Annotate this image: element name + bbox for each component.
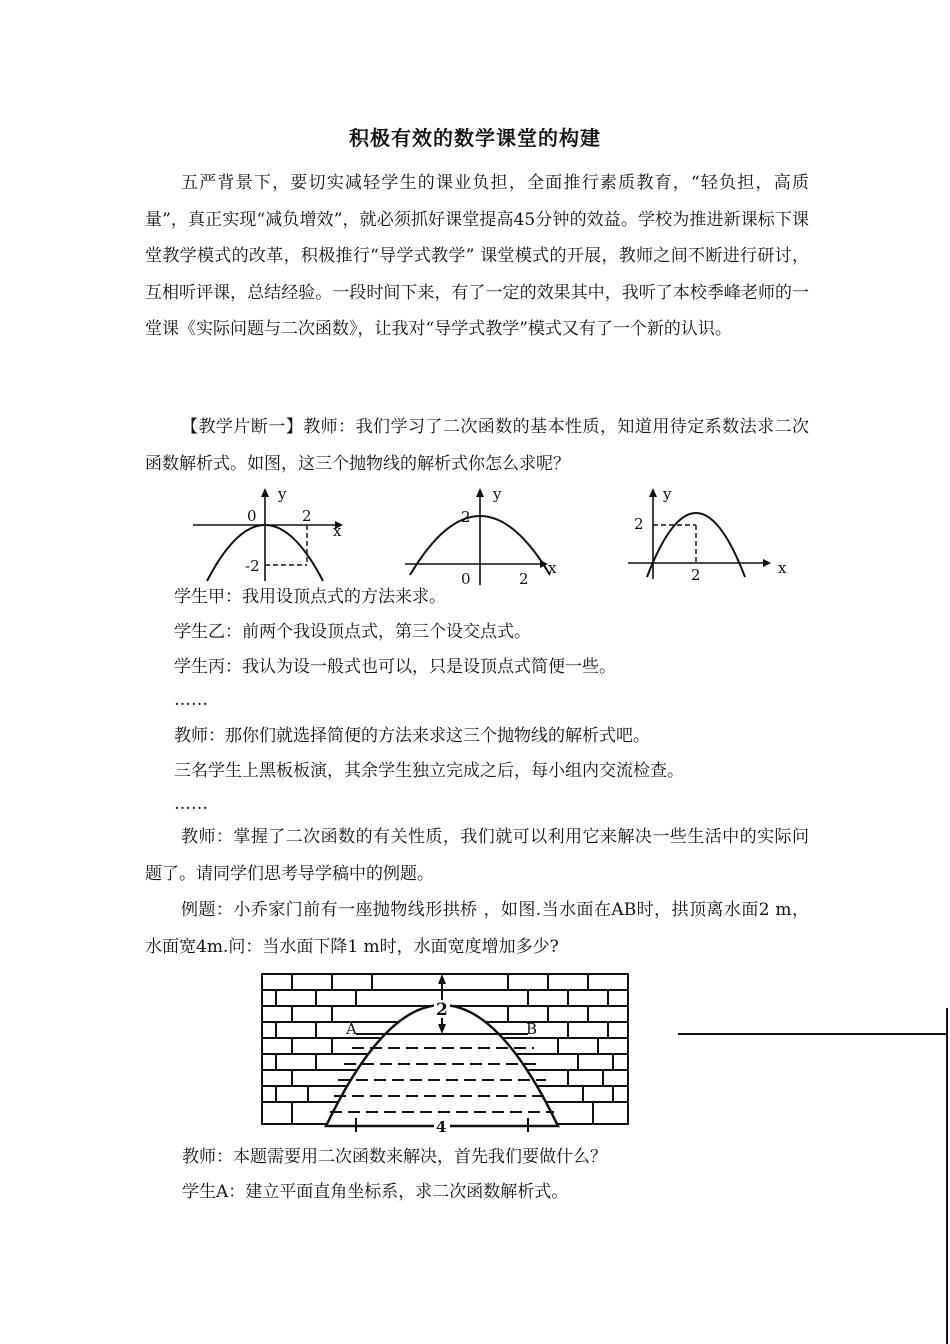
student-a-line: 学生甲：我用设顶点式的方法来求。: [174, 587, 446, 607]
teacher-line: 教师：那你们就选择简便的方法来求这三个抛物线的解析式吧。: [174, 726, 650, 746]
graph-2: [400, 485, 570, 590]
point-b-label: B: [526, 1020, 538, 1038]
teaching-fragment-paragraph: 【教学片断一】教师：我们学习了二次函数的基本性质，知道用待定系数法求二次函数解析式。如图，这三个抛物线的解析式你怎么求呢？: [145, 417, 809, 474]
x-tick-label: 2: [691, 566, 701, 584]
ellipsis: ……: [174, 794, 208, 814]
y-tick-label: 2: [461, 508, 471, 526]
height-label: 2: [436, 1000, 448, 1020]
y-tick-label: 2: [634, 515, 644, 533]
x-axis-label: x: [548, 559, 557, 577]
x-axis-arrow-icon: [763, 559, 771, 567]
classroom-line: 三名学生上黑板板演，其余学生独立完成之后，每小组内交流检查。: [174, 761, 684, 781]
y-axis-label: y: [278, 485, 287, 503]
y-axis-arrow-icon: [649, 488, 657, 497]
x-tick-label: 2: [519, 570, 529, 588]
intro-paragraph: 五严背景下，要切实减轻学生的课业负担，全面推行素质教育，“轻负担，高质量”，真正实现“减负增效”，就必须抓好课堂提高45分钟的效益。学校为推进新课标下课堂教学模式的改革，积极推行“导学式教学” 课堂模式的开展，教师之间不断进行研讨，互相听评课，总结经验。一段时间下来，有了一定的效果其中，我听了本校季峰老师的一堂课《实际问题与二次函数》，让我对“导学式教学”模式又有了一个新的认识。: [145, 173, 809, 339]
example-problem-paragraph: 例题：小乔家门前有一座抛物线形拱桥 ，如图.当水面在AB时，拱顶离水面2 m，水面宽4m.问：当水面下降1 m时，水面宽度增加多少?: [145, 900, 809, 957]
y-tick-label: -2: [245, 557, 260, 575]
arrow-up-icon: [438, 974, 446, 984]
teacher-question-paragraph: 教师：掌握了二次函数的有关性质，我们就可以利用它来解决一些生活中的实际问题了。请同学们思考导学稿中的例题。: [145, 827, 809, 884]
teacher-final-line: 教师：本题需要用二次函数来解决，首先我们要做什么？: [182, 1147, 607, 1167]
vertical-rule: [946, 1008, 948, 1344]
graph-1: [185, 485, 355, 585]
student-c-line: 学生丙：我认为设一般式也可以，只是设顶点式简便一些。: [174, 657, 616, 677]
graph-3: [625, 485, 800, 585]
page-title: 积极有效的数学课堂的构建: [349, 126, 601, 150]
horizontal-rule: [678, 1033, 948, 1035]
student-final-line: 学生A：建立平面直角坐标系，求二次函数解析式。: [182, 1182, 569, 1202]
y-axis-label: y: [493, 485, 502, 503]
origin-label: 0: [247, 507, 257, 525]
y-axis-arrow-icon: [476, 488, 484, 497]
x-axis-label: x: [333, 522, 342, 540]
y-axis-arrow-icon: [261, 488, 269, 497]
x-axis-label: x: [778, 559, 787, 577]
student-b-line: 学生乙：前两个我设顶点式，第三个设交点式。: [174, 622, 531, 642]
ellipsis: ……: [174, 690, 208, 710]
y-axis-label: y: [663, 485, 672, 503]
x-tick-label: 2: [302, 507, 312, 525]
bridge-figure: [258, 968, 634, 1132]
point-a-label: A: [346, 1020, 357, 1038]
origin-label: 0: [461, 570, 471, 588]
width-label: 4: [436, 1118, 447, 1132]
